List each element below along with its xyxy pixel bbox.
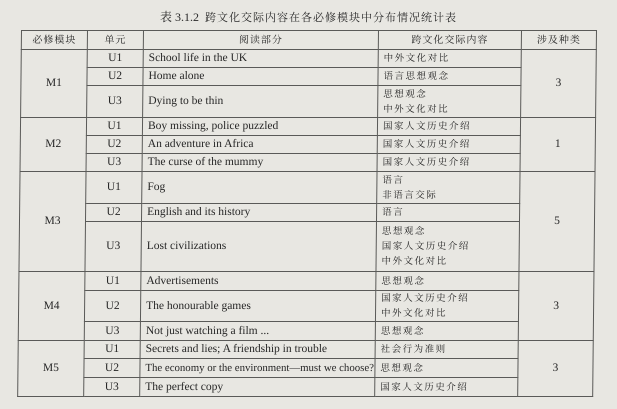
unit-cell: U3 <box>86 154 142 172</box>
table-row <box>18 291 593 322</box>
reading-cell: Fog <box>142 172 377 204</box>
content-cell: 国家人文历史介绍 中外文化对比 <box>375 291 518 322</box>
table-row <box>19 272 594 291</box>
unit-cell: U2 <box>84 291 140 322</box>
header-unit: 单元 <box>87 31 143 50</box>
unit-cell: U1 <box>87 50 143 68</box>
unit-cell: U2 <box>87 68 143 86</box>
table-row <box>18 378 593 397</box>
content-cell: 社会行为准则 <box>375 341 518 359</box>
unit-cell: U3 <box>84 322 140 341</box>
table-row <box>18 322 593 341</box>
module-cell: M3 <box>19 172 86 272</box>
table-row <box>21 68 596 86</box>
reading-cell: The economy or the environment—must we choose? <box>140 359 375 378</box>
reading-cell: The perfect copy <box>140 378 375 397</box>
reading-cell: Home alone <box>143 68 378 86</box>
content-cell: 思想观念 <box>375 359 518 378</box>
reading-cell: Dying to be thin <box>143 86 378 118</box>
content-cell: 语言 非语言交际 <box>377 172 520 204</box>
kinds-cell: 1 <box>520 118 596 172</box>
unit-cell: U1 <box>85 272 141 291</box>
content-cell: 语言思想观念 <box>378 68 521 86</box>
table-row <box>19 204 594 222</box>
module-cell: M4 <box>18 272 85 341</box>
header-module: 必修模块 <box>21 31 87 50</box>
reading-cell: Lost civilizations <box>141 222 377 272</box>
reading-cell: An adventure in Africa <box>142 136 377 154</box>
content-cell: 思想观念 中外文化对比 <box>378 86 521 118</box>
unit-cell: U3 <box>87 86 143 118</box>
header-reading: 阅读部分 <box>143 31 378 50</box>
table-row <box>20 136 595 154</box>
module-cell: M1 <box>21 50 88 118</box>
module-cell: M5 <box>18 341 85 397</box>
table-row <box>21 86 596 118</box>
kinds-cell: 3 <box>518 272 594 341</box>
unit-cell: U1 <box>86 172 142 204</box>
unit-cell: U3 <box>84 378 140 397</box>
table-row <box>18 341 593 359</box>
table-row <box>21 50 596 68</box>
content-cell: 语言 <box>376 204 519 222</box>
table-number: 表 3.1.2 <box>159 10 199 24</box>
reading-cell: The curse of the mummy <box>142 154 377 172</box>
header-content: 跨文化交际内容 <box>378 31 521 50</box>
content-cell: 国家人文历史介绍 <box>375 378 518 397</box>
content-cell: 国家人文历史介绍 <box>377 154 520 172</box>
header-kinds: 涉及种类 <box>521 31 596 50</box>
unit-cell: U1 <box>84 341 140 359</box>
module-cell: M2 <box>20 118 87 172</box>
content-cell: 思想观念 <box>376 272 519 291</box>
content-cell: 国家人文历史介绍 <box>377 136 520 154</box>
reading-cell: Advertisements <box>141 272 376 291</box>
reading-cell: Boy missing, police puzzled <box>142 118 377 136</box>
reading-cell: English and its history <box>141 204 376 222</box>
unit-cell: U1 <box>86 118 142 136</box>
content-cell: 思想观念 <box>375 322 518 341</box>
reading-cell: School life in the UK <box>143 50 378 68</box>
distribution-table <box>17 30 597 397</box>
reading-cell: The honourable games <box>140 291 375 322</box>
reading-cell: Secrets and lies; A friendship in trouble <box>140 341 375 359</box>
table-row <box>20 154 595 172</box>
reading-cell: Not just watching a film ... <box>140 322 375 341</box>
table-row <box>18 359 593 378</box>
unit-cell: U2 <box>85 204 141 222</box>
kinds-cell: 5 <box>519 172 595 272</box>
kinds-cell: 3 <box>521 50 597 118</box>
table-row <box>19 222 595 272</box>
table-row <box>20 172 595 204</box>
table-row <box>20 118 595 136</box>
unit-cell: U2 <box>86 136 142 154</box>
unit-cell: U2 <box>84 359 140 378</box>
kinds-cell: 3 <box>518 341 594 397</box>
header-row <box>21 31 596 50</box>
table-caption <box>0 8 617 25</box>
content-cell: 中外文化对比 <box>378 50 521 68</box>
content-cell: 思想观念 国家人文历史介绍 中外文化对比 <box>376 222 520 272</box>
table-title: 跨文化交际内容在各必修模块中分布情况统计表 <box>205 11 457 24</box>
unit-cell: U3 <box>85 222 142 272</box>
content-cell: 国家人文历史介绍 <box>377 118 520 136</box>
